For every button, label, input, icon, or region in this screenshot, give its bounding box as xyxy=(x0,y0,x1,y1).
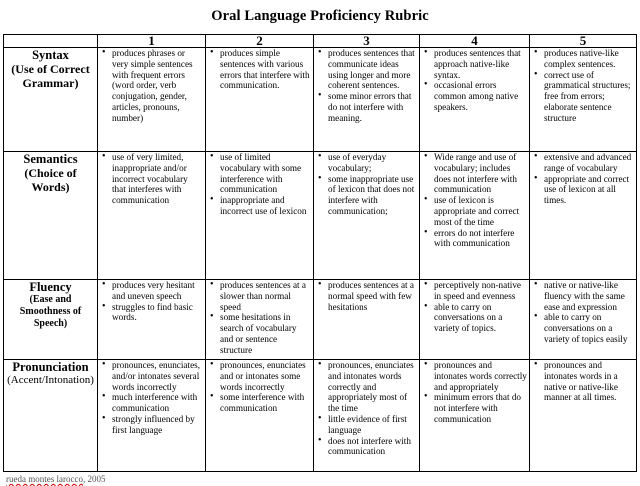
descriptor-item: • able to carry on conversations on a variety of topics easily xyxy=(544,312,634,344)
descriptor-cell xyxy=(420,360,530,472)
descriptor-item: • use of very limited, inappropriate and/or incorrect vocabulary that interferes with communication xyxy=(112,152,203,206)
descriptor-cell xyxy=(206,360,314,472)
level-header: 3 xyxy=(314,35,420,48)
criterion-name: Syntax xyxy=(32,48,69,62)
descriptor-item: • produces sentences that communicate ideas using longer and more coherent sentences. xyxy=(328,48,417,91)
footer-credit: rueda montes larocco, 2005 xyxy=(6,474,106,484)
criterion-row-syntax xyxy=(4,48,637,152)
criterion-label xyxy=(4,152,98,280)
descriptor-item: • some hesitations in search of vocabulary and or sentence structure xyxy=(220,312,311,355)
descriptor-item: • pronounces, enunciates and or intonates some words incorrectly xyxy=(220,360,311,392)
descriptor-cell xyxy=(98,280,206,360)
descriptor-item: • pronounces and intonates words correctly and appropriately xyxy=(434,360,527,392)
descriptor-item: • struggles to find basic words. xyxy=(112,302,203,324)
descriptor-item: • little evidence of first language xyxy=(328,414,417,436)
descriptor-item: • some interference with communication xyxy=(220,392,311,414)
descriptor-item: • appropriate and correct use of lexicon at all times. xyxy=(544,174,634,206)
criterion-row-fluency xyxy=(4,280,637,360)
descriptor-item: • produces native-like complex sentences. xyxy=(544,48,634,70)
descriptor-cell xyxy=(530,48,637,152)
descriptor-item: • use of limited vocabulary with some interference with communication xyxy=(220,152,311,195)
descriptor-cell xyxy=(420,48,530,152)
criterion-label xyxy=(4,360,98,472)
descriptor-cell xyxy=(206,280,314,360)
descriptor-item: • does not interfere with communication xyxy=(328,436,417,458)
descriptor-item: • pronounces, enunciates, and/or intonates several words incorrectly xyxy=(112,360,203,392)
descriptor-item: • occasional errors common among native speakers. xyxy=(434,80,527,112)
descriptor-cell xyxy=(420,280,530,360)
descriptor-item: • perceptively non-native in speed and evenness xyxy=(434,280,527,302)
criterion-name: Fluency xyxy=(29,280,72,294)
descriptor-item: • minimum errors that do not interfere with communication xyxy=(434,392,527,424)
rubric-title: Oral Language Proficiency Rubric xyxy=(211,8,429,24)
descriptor-item: • errors do not interfere with communication xyxy=(434,228,527,250)
criterion-label xyxy=(4,48,98,152)
criterion-subtitle: (Accent/Intonation) xyxy=(7,374,94,386)
descriptor-cell xyxy=(98,360,206,472)
descriptor-item: • able to carry on conversations on a variety of topics. xyxy=(434,302,527,334)
descriptor-cell xyxy=(314,48,420,152)
descriptor-cell xyxy=(98,152,206,280)
footer-year: 2005 xyxy=(87,474,106,484)
criterion-row-semantics xyxy=(4,152,637,280)
descriptor-cell xyxy=(314,360,420,472)
descriptor-cell xyxy=(98,48,206,152)
descriptor-cell xyxy=(530,280,637,360)
corner-cell xyxy=(4,35,98,48)
descriptor-item: • inappropriate and incorrect use of lexicon xyxy=(220,195,311,217)
criterion-row-pronunciation xyxy=(4,360,637,472)
descriptor-item: • pronounces, enunciates and intonates words correctly and appropriately most of the time xyxy=(328,360,417,414)
descriptor-item: • produces very hesitant and uneven speech xyxy=(112,280,203,302)
descriptor-item: • much interference with communication xyxy=(112,392,203,414)
level-header-row xyxy=(4,35,637,48)
descriptor-item: • Wide range and use of vocabulary; includes does not interfere with communication xyxy=(434,152,527,195)
descriptor-cell xyxy=(530,152,637,280)
descriptor-cell xyxy=(314,280,420,360)
descriptor-cell xyxy=(206,48,314,152)
descriptor-cell xyxy=(530,360,637,472)
criterion-name: Semantics xyxy=(23,152,78,166)
criterion-subtitle: (Choice of Words) xyxy=(24,166,77,194)
footer-authors: rueda montes larocco xyxy=(6,474,83,484)
descriptor-cell xyxy=(420,152,530,280)
level-header: 5 xyxy=(530,35,637,48)
rubric-table xyxy=(3,34,637,472)
descriptor-item: • produces sentences that approach native-like syntax. xyxy=(434,48,527,80)
descriptor-item: • some inappropriate use of lexicon that does not interfere with communication; xyxy=(328,174,417,217)
descriptor-item: • strongly influenced by first language xyxy=(112,414,203,436)
level-header: 4 xyxy=(420,35,530,48)
descriptor-item: • native or native-like fluency with the same ease and expression xyxy=(544,280,634,312)
descriptor-item: • produces sentences at a slower than normal speed xyxy=(220,280,311,312)
criterion-label xyxy=(4,280,98,360)
level-header: 2 xyxy=(206,35,314,48)
descriptor-cell xyxy=(206,152,314,280)
criterion-subtitle: (Use of Correct Grammar) xyxy=(11,62,90,90)
descriptor-item: • some minor errors that do not interfere with meaning. xyxy=(328,91,417,123)
descriptor-cell xyxy=(314,152,420,280)
criterion-name: Pronunciation xyxy=(12,360,89,374)
descriptor-item: • pronounces and intonates words in a native or native-like manner at all times. xyxy=(544,360,634,403)
descriptor-item: • use of lexicon is appropriate and correct most of the time xyxy=(434,195,527,227)
descriptor-item: • produces sentences at a normal speed with few hesitations xyxy=(328,280,417,312)
descriptor-item: • use of everyday vocabulary; xyxy=(328,152,417,174)
descriptor-item: • correct use of grammatical structures; free from errors; elaborate sentence structure xyxy=(544,70,634,124)
descriptor-item: • produces phrases or very simple sentences with frequent errors (word order, verb conjugation, gender, articles, pronouns, number) xyxy=(112,48,203,124)
level-header: 1 xyxy=(98,35,206,48)
criterion-subtitle: (Ease and Smoothness of Speech) xyxy=(19,294,82,329)
descriptor-item: • produces simple sentences with various errors that interfere with communication. xyxy=(220,48,311,91)
descriptor-item: • extensive and advanced range of vocabulary xyxy=(544,152,634,174)
